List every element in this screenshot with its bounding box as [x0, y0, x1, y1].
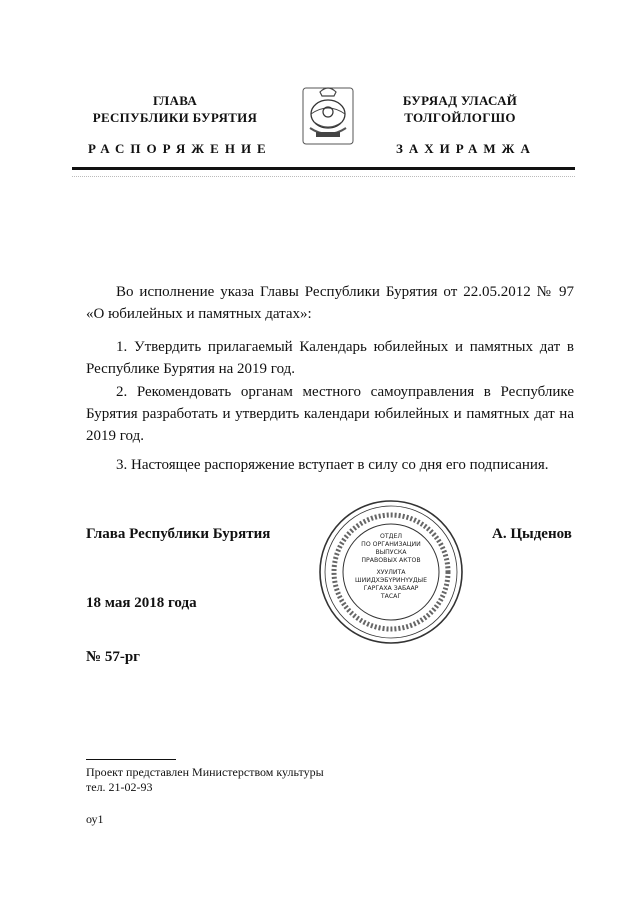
stamp-line-5: ХУУЛИТА	[376, 569, 406, 576]
header-left-line2: РЕСПУБЛИКИ БУРЯТИЯ	[92, 110, 258, 125]
stamp-line-7: ГАРГАХА ЗАБААР	[363, 585, 419, 592]
coat-of-arms-icon	[300, 82, 356, 148]
header-dotted-line	[72, 176, 575, 177]
header-left-line1: ГЛАВА	[152, 93, 198, 108]
paragraph-item-1-text: 1. Утвердить прилагаемый Календарь юбилейных и памятных дат в Республике Бурятия на 2019 год.	[86, 339, 574, 377]
paragraph-item-3-text: 3. Настоящее распоряжение вступает в силу со дня его подписания.	[116, 457, 549, 473]
paragraph-item-2	[86, 381, 574, 447]
stamp-line-3: ВЫПУСКА	[375, 549, 407, 556]
paragraph-item-1	[86, 336, 574, 380]
paragraph-item-3	[86, 454, 574, 476]
header-right-line2: ТОЛГОЙЛОГШО	[404, 110, 516, 125]
signatory-title: Глава Республики Бурятия	[86, 526, 271, 542]
document-number: № 57-рг	[86, 649, 140, 665]
stamp-line-4: ПРАВОВЫХ АКТОВ	[361, 557, 421, 564]
stamp-line-6: ШИИДХЭБҮРИНҮУДЫЕ	[354, 577, 428, 584]
signatory-name: А. Цыденов	[492, 526, 572, 542]
document-type-bua: ЗАХИРАМЖА	[396, 141, 536, 156]
footer-project-note: Проект представлен Министерством культуры	[86, 765, 324, 779]
footer-phone: тел. 21-02-93	[86, 780, 153, 794]
paragraph-preamble	[86, 281, 574, 325]
footer-divider	[86, 759, 176, 760]
official-stamp	[317, 498, 465, 646]
header-right-line1: БУРЯАД УЛАСАЙ	[402, 93, 518, 108]
document-date: 18 мая 2018 года	[86, 595, 197, 611]
stamp-line-8: ТАСАГ	[380, 593, 402, 600]
header-right-block	[380, 92, 540, 126]
stamp-line-1: ОТДЕЛ	[379, 533, 403, 540]
header-left-block	[80, 92, 270, 126]
paragraph-preamble-text: Во исполнение указа Главы Республики Бурятия от 22.05.2012 № 97 «О юбилейных и памятных датах»:	[86, 284, 574, 322]
stamp-line-2: ПО ОРГАНИЗАЦИИ	[361, 541, 421, 548]
paragraph-item-2-text: 2. Рекомендовать органам местного самоуправления в Республике Бурятия разработать и утвердить календари юбилейных и памятных дат на 2019 год.	[86, 384, 574, 444]
header-divider	[72, 167, 575, 170]
document-type-ru: РАСПОРЯЖЕНИЕ	[88, 141, 272, 156]
footer-code: оу1	[86, 812, 104, 826]
